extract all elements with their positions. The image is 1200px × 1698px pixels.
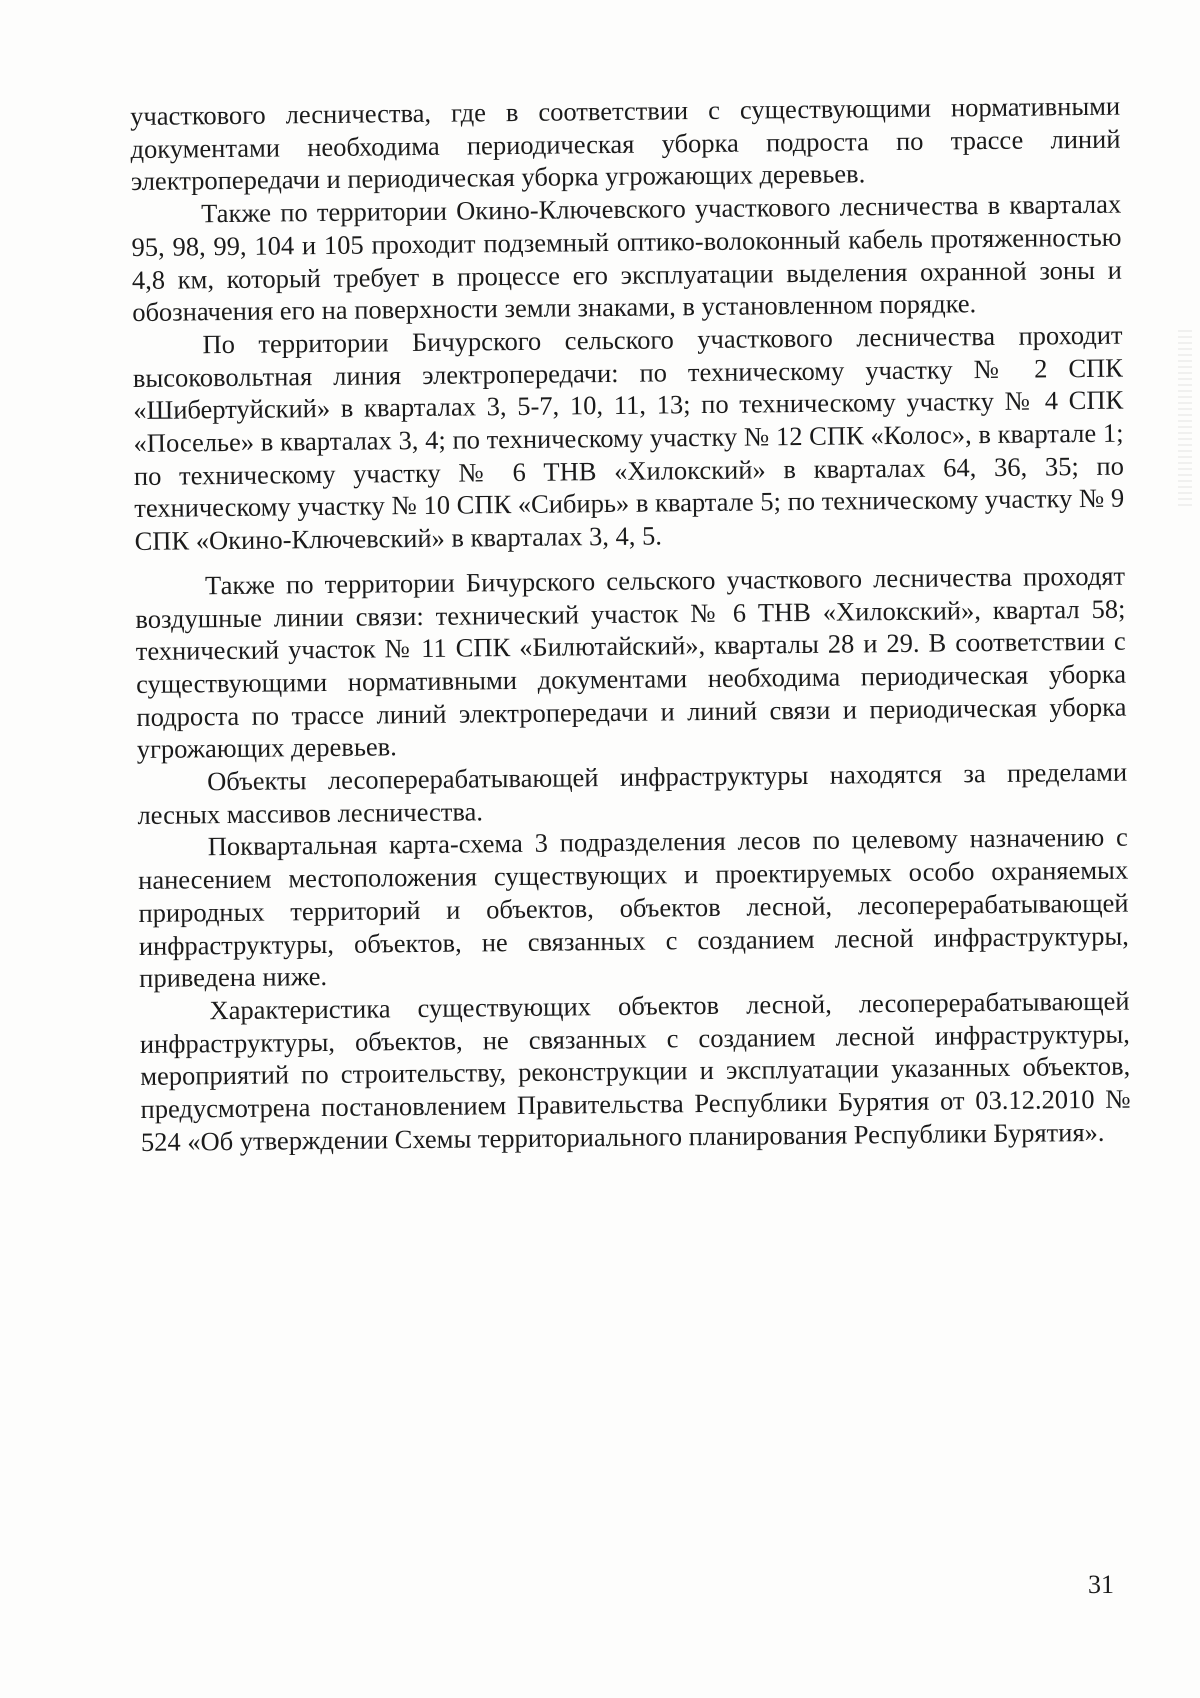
paragraph-communication-lines: Также по территории Бичурского сельского участкового лесничества проходят воздушные линии связи: технический участок № 6 ТНВ «Хилокский», квартал 58; технический участок № 11 СПК «Билютайский», кварталы 28 и 29. В соответствии с существующими нормативными документами необходима периодическая уборка подроста по трассе линий электропередачи и линий связи и периодическая уборка угрожающих деревьев. [135,560,1127,765]
paragraph-processing-objects: Объекты лесоперерабатывающей инфраструктуры находятся за пределами лесных массивов лесничества. [137,756,1128,830]
page-number: 31 [1088,1570,1114,1599]
paragraph-cable: Также по территории Окино-Ключевского участкового лесничества в кварталах 95, 98, 99, 104 и 105 проходит подземный оптико-волоконный кабель протяженностью 4,8 км, который требует в процессе его эксплуатации выделения охранной зоны и обозначения его на поверхности земли знаками, в установленном порядке. [131,188,1122,328]
scan-margin-artifact [1178,330,1192,510]
paragraph-continuation: участкового лесничества, где в соответствии с существующими нормативными документами необходима периодическая уборка подроста по трассе линий электропередачи и периодическая уборка угрожающих деревьев. [130,90,1121,197]
paragraph-power-line: По территории Бичурского сельского участкового лесничества проходит высоковольтная линия электропередачи: по техническому участку № 2 СПК «Шибертуйский» в кварталах 3, 5-7, 10, 11, 13; по техническому участку № 4 СПК «Поселье» в кварталах 3, 4; по техническому участку № 12 СПК «Колос», в квартале 1; по техническому участку № 6 ТНВ «Хилокский» в кварталах 64, 36, 35; по техническому участку № 10 СПК «Сибирь» в квартале 5; по техническому участку № 9 СПК «Окино-Ключевский» в кварталах 3, 4, 5. [132,319,1125,557]
paragraph-map-scheme: Поквартальная карта-схема 3 подразделения лесов по целевому назначению с нанесением местоположения существующих и проектируемых особо охраняемых природных территорий и объектов, объектов лесной, лесоперерабатывающей инфраструктуры, объектов, не связанных с созданием лесной инфраструктуры, приведена ниже. [138,822,1129,994]
paragraph-characteristics: Характеристика существующих объектов лесной, лесоперерабатывающей инфраструктуры, объектов, не связанных с созданием лесной инфраструктуры, мероприятий по строительству, реконструкции и эксплуатации указанных объектов, предусмотрена постановлением Правительства Республики Бурятия от 03.12.2010 № 524 «Об утверждении Схемы территориального планирования Республики Бурятия». [139,985,1131,1157]
body-text [130,90,1131,1159]
